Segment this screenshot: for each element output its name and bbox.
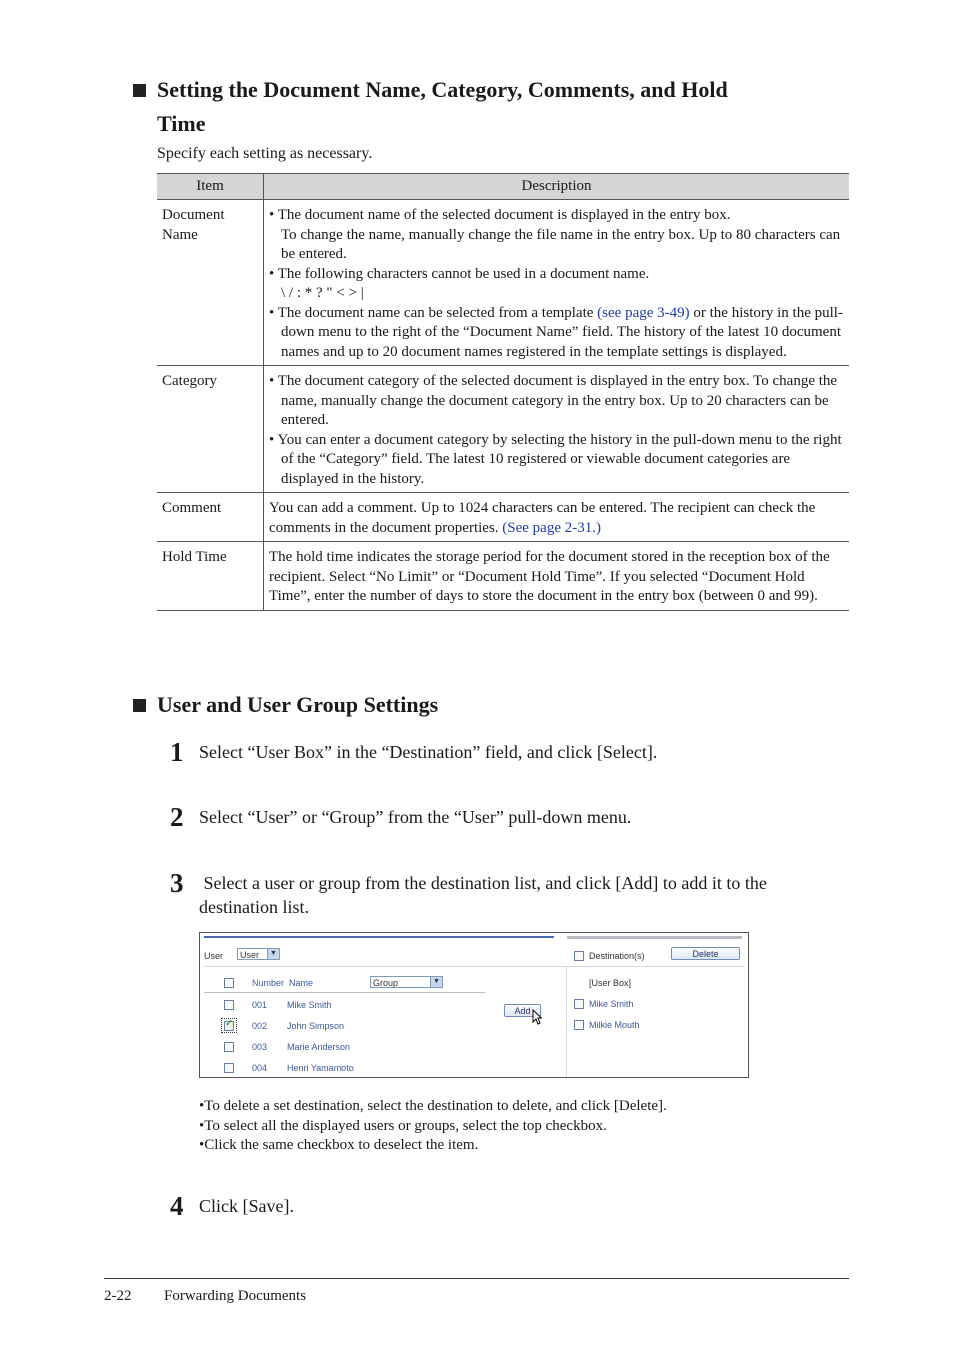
select-all-checkbox[interactable] [224, 978, 234, 988]
user-select-value: User [240, 950, 260, 960]
left-panel-rule [204, 936, 554, 938]
step-text: Select “User” or “Group” from the “User” pull-down menu. [199, 807, 632, 827]
destinations-checkbox[interactable] [574, 951, 584, 961]
page-link[interactable]: (See page 2-31.) [502, 519, 601, 536]
description-category [264, 366, 850, 493]
bullet-text: • The document name of the selected document is displayed in the entry box. [269, 207, 731, 223]
step-text-line1: Select a user or group from the destination list, and click [Add] to add it to the [199, 873, 767, 893]
description-bullet [269, 265, 843, 304]
list-header-divider [204, 992, 485, 993]
description-document-name [264, 200, 850, 366]
step-number: 3 [170, 868, 184, 898]
section-title-line1: Setting the Document Name, Category, Comments, and Hold [157, 77, 728, 102]
delete-button[interactable]: Delete [671, 947, 740, 960]
section-title-line2: Time [157, 111, 206, 136]
panel-divider [566, 967, 567, 1077]
table-row [157, 366, 849, 493]
item-document-name [157, 200, 264, 366]
description-hold-time: The hold time indicates the storage period for the document stored in the reception box of the recipient. Select “No Limit” or “Document Hold Time”. If you selected “Document Hold Time”, enter the number of days to store the document in the entry box (between 0 and 99). [264, 542, 850, 611]
user-checkbox[interactable] [224, 1063, 234, 1073]
right-panel-rule [567, 936, 742, 939]
destination-name: Mike Smith [589, 999, 634, 1009]
chevron-down-icon: ▼ [430, 977, 442, 987]
user-label: User [204, 951, 224, 961]
bullet-text: • The document name can be selected from a template [269, 304, 598, 321]
header-divider [204, 966, 744, 967]
user-number: 001 [252, 1000, 268, 1010]
step-text-line2: destination list. [199, 897, 309, 917]
destination-checkbox[interactable] [574, 1020, 584, 1030]
user-number: 002 [252, 1021, 268, 1031]
user-name: Henri Yamamoto [287, 1063, 354, 1073]
user-name: Marie Anderson [287, 1042, 351, 1052]
add-button[interactable]: Add [504, 1004, 541, 1017]
destinations-label: Destination(s) [589, 951, 645, 961]
section-intro: Specify each setting as necessary. [157, 145, 373, 162]
table-row [157, 493, 849, 542]
item-comment: Comment [157, 493, 264, 542]
step-number: 2 [170, 802, 184, 832]
table-header-item: Item [157, 174, 264, 200]
user-name: John Simpson [287, 1021, 345, 1031]
item-label-line1: Document [162, 207, 225, 223]
note-item: •Click the same checkbox to deselect the item. [199, 1137, 479, 1153]
user-select[interactable] [237, 948, 280, 960]
table-header-description: Description [264, 174, 850, 200]
user-name: Mike Smith [287, 1000, 332, 1010]
userbox-label: [User Box] [589, 978, 632, 988]
destination-screenshot [199, 932, 749, 1078]
user-number: 004 [252, 1063, 268, 1073]
item-hold-time: Hold Time [157, 542, 264, 611]
page-link[interactable]: (see page 3-49) [597, 304, 690, 321]
step-number: 1 [170, 737, 184, 767]
table-row [157, 200, 849, 366]
description-bullet [269, 304, 843, 363]
section-bullet-square [133, 699, 146, 712]
item-category: Category [157, 366, 264, 493]
section-title [157, 73, 857, 141]
step-number: 4 [170, 1191, 184, 1221]
item-label-line2: Name [162, 226, 198, 243]
section2-title: User and User Group Settings [157, 692, 439, 717]
destination-name: Milkie Mouth [589, 1020, 640, 1030]
bullet-text: • The following characters cannot be used in a document name. [269, 265, 650, 282]
footer-divider [104, 1278, 849, 1279]
bullet-text: or the history in the pull-down menu to the right of the “Document Name” field. The history of the latest 10 document names and up to 20 document names registered in the template settings is displayed. [281, 304, 843, 360]
check-icon: ✓ [225, 1018, 234, 1029]
description-bullet: • You can enter a document category by selecting the history in the pull-down menu to the right of the “Category” field. The latest 10 registered or viewable document categories are displayed in the history. [269, 431, 842, 487]
description-bullet [269, 206, 843, 265]
notes-list [199, 1097, 667, 1156]
bullet-text: To change the name, manually change the file name in the entry box. Up to 80 characters can be entered. [281, 226, 841, 262]
column-header-number-name: Number Name [252, 978, 314, 988]
description-text: You can add a comment. Up to 1024 characters can be entered. The recipient can check the comments in the document properties. [269, 500, 816, 536]
section-bullet-square [133, 84, 146, 97]
chevron-down-icon: ▼ [267, 949, 279, 959]
table-row [157, 542, 849, 611]
description-comment [264, 493, 850, 542]
mouse-cursor-icon [532, 1009, 542, 1025]
destination-checkbox[interactable] [574, 999, 584, 1009]
user-checkbox[interactable] [224, 1000, 234, 1010]
group-filter-value: Group [373, 978, 399, 988]
note-item: •To delete a set destination, select the destination to delete, and click [Delete]. [199, 1098, 667, 1114]
description-bullet: • The document category of the selected document is displayed in the entry box. To change the name, manually change the document category in the entry box. Up to 20 characters can be entered. [269, 373, 838, 428]
group-filter-select[interactable] [370, 976, 443, 988]
forbidden-characters: \ / : * ? " < > | [281, 285, 364, 301]
user-number: 003 [252, 1042, 268, 1052]
chapter-title: Forwarding Documents [164, 1288, 307, 1304]
note-item: •To select all the displayed users or groups, select the top checkbox. [199, 1117, 607, 1134]
step-text: Click [Save]. [199, 1196, 294, 1216]
settings-table [157, 173, 849, 611]
step-text [199, 871, 849, 919]
page-number: 2-22 [104, 1288, 132, 1304]
user-checkbox[interactable] [224, 1042, 234, 1052]
step-text: Select “User Box” in the “Destination” field, and click [Select]. [199, 742, 658, 762]
